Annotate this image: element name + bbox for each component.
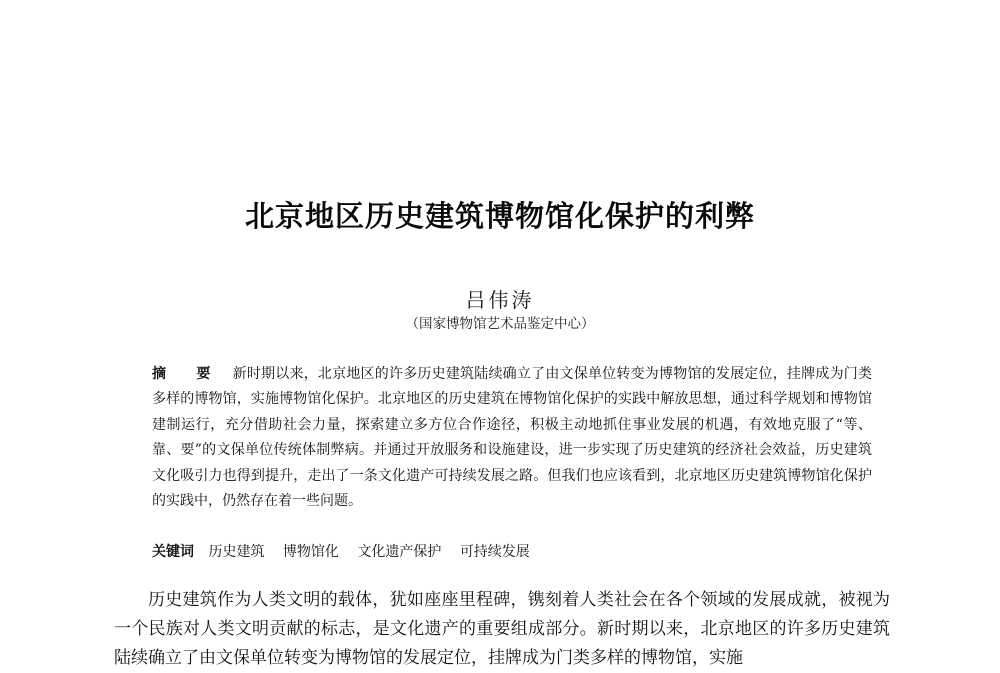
- author-affiliation: （国家博物馆艺术品鉴定中心）: [405, 316, 595, 332]
- paper-title: 北京地区历史建筑博物馆化保护的利弊: [244, 199, 755, 233]
- keyword-item: 可持续发展: [459, 544, 530, 560]
- body-paragraph: 历史建筑作为人类文明的载体，犹如座座里程碑，镌刻着人类社会在各个领域的发展成就，被视为一个民族对人类文明贡献的标志，是文化遗产的重要组成部分。新时期以来，北京地区的许多历史建筑陆续确立了由文保单位转变为博物馆的发展定位，挂牌成为门类多样的博物馆，实施: [114, 590, 890, 668]
- abstract-text: 新时期以来，北京地区的许多历史建筑陆续确立了由文保单位转变为博物馆的发展定位，挂牌成为门类多样的博物馆，实施博物馆化保护。北京地区的历史建筑在博物馆化保护的实践中解放思想，通过科学规划和博物馆建制运行，充分借助社会力量，探索建立多方位合作途径，积极主动地抓住事业发展的机遇，有效地克服了“等、靠、要”的文保单位传统体制弊病。并通过开放服务和设施建设，进一步实现了历史建筑的经济社会效益，历史建筑文化吸引力也得到提升，走出了一条文化遗产可持续发展之路。但我们也应该看到，北京地区历史建筑博物馆化保护的实践中，仍然存在着一些问题。: [152, 366, 872, 510]
- keywords-label: 关键词: [152, 544, 194, 560]
- keywords-section: [152, 542, 872, 562]
- paper-author: 吕伟涛: [465, 288, 535, 312]
- keyword-item: 文化遗产保护: [357, 544, 442, 560]
- abstract-label: 摘 要: [152, 366, 219, 382]
- abstract-section: [152, 362, 872, 514]
- keyword-item: 历史建筑: [208, 544, 265, 560]
- keyword-item: 博物馆化: [282, 544, 339, 560]
